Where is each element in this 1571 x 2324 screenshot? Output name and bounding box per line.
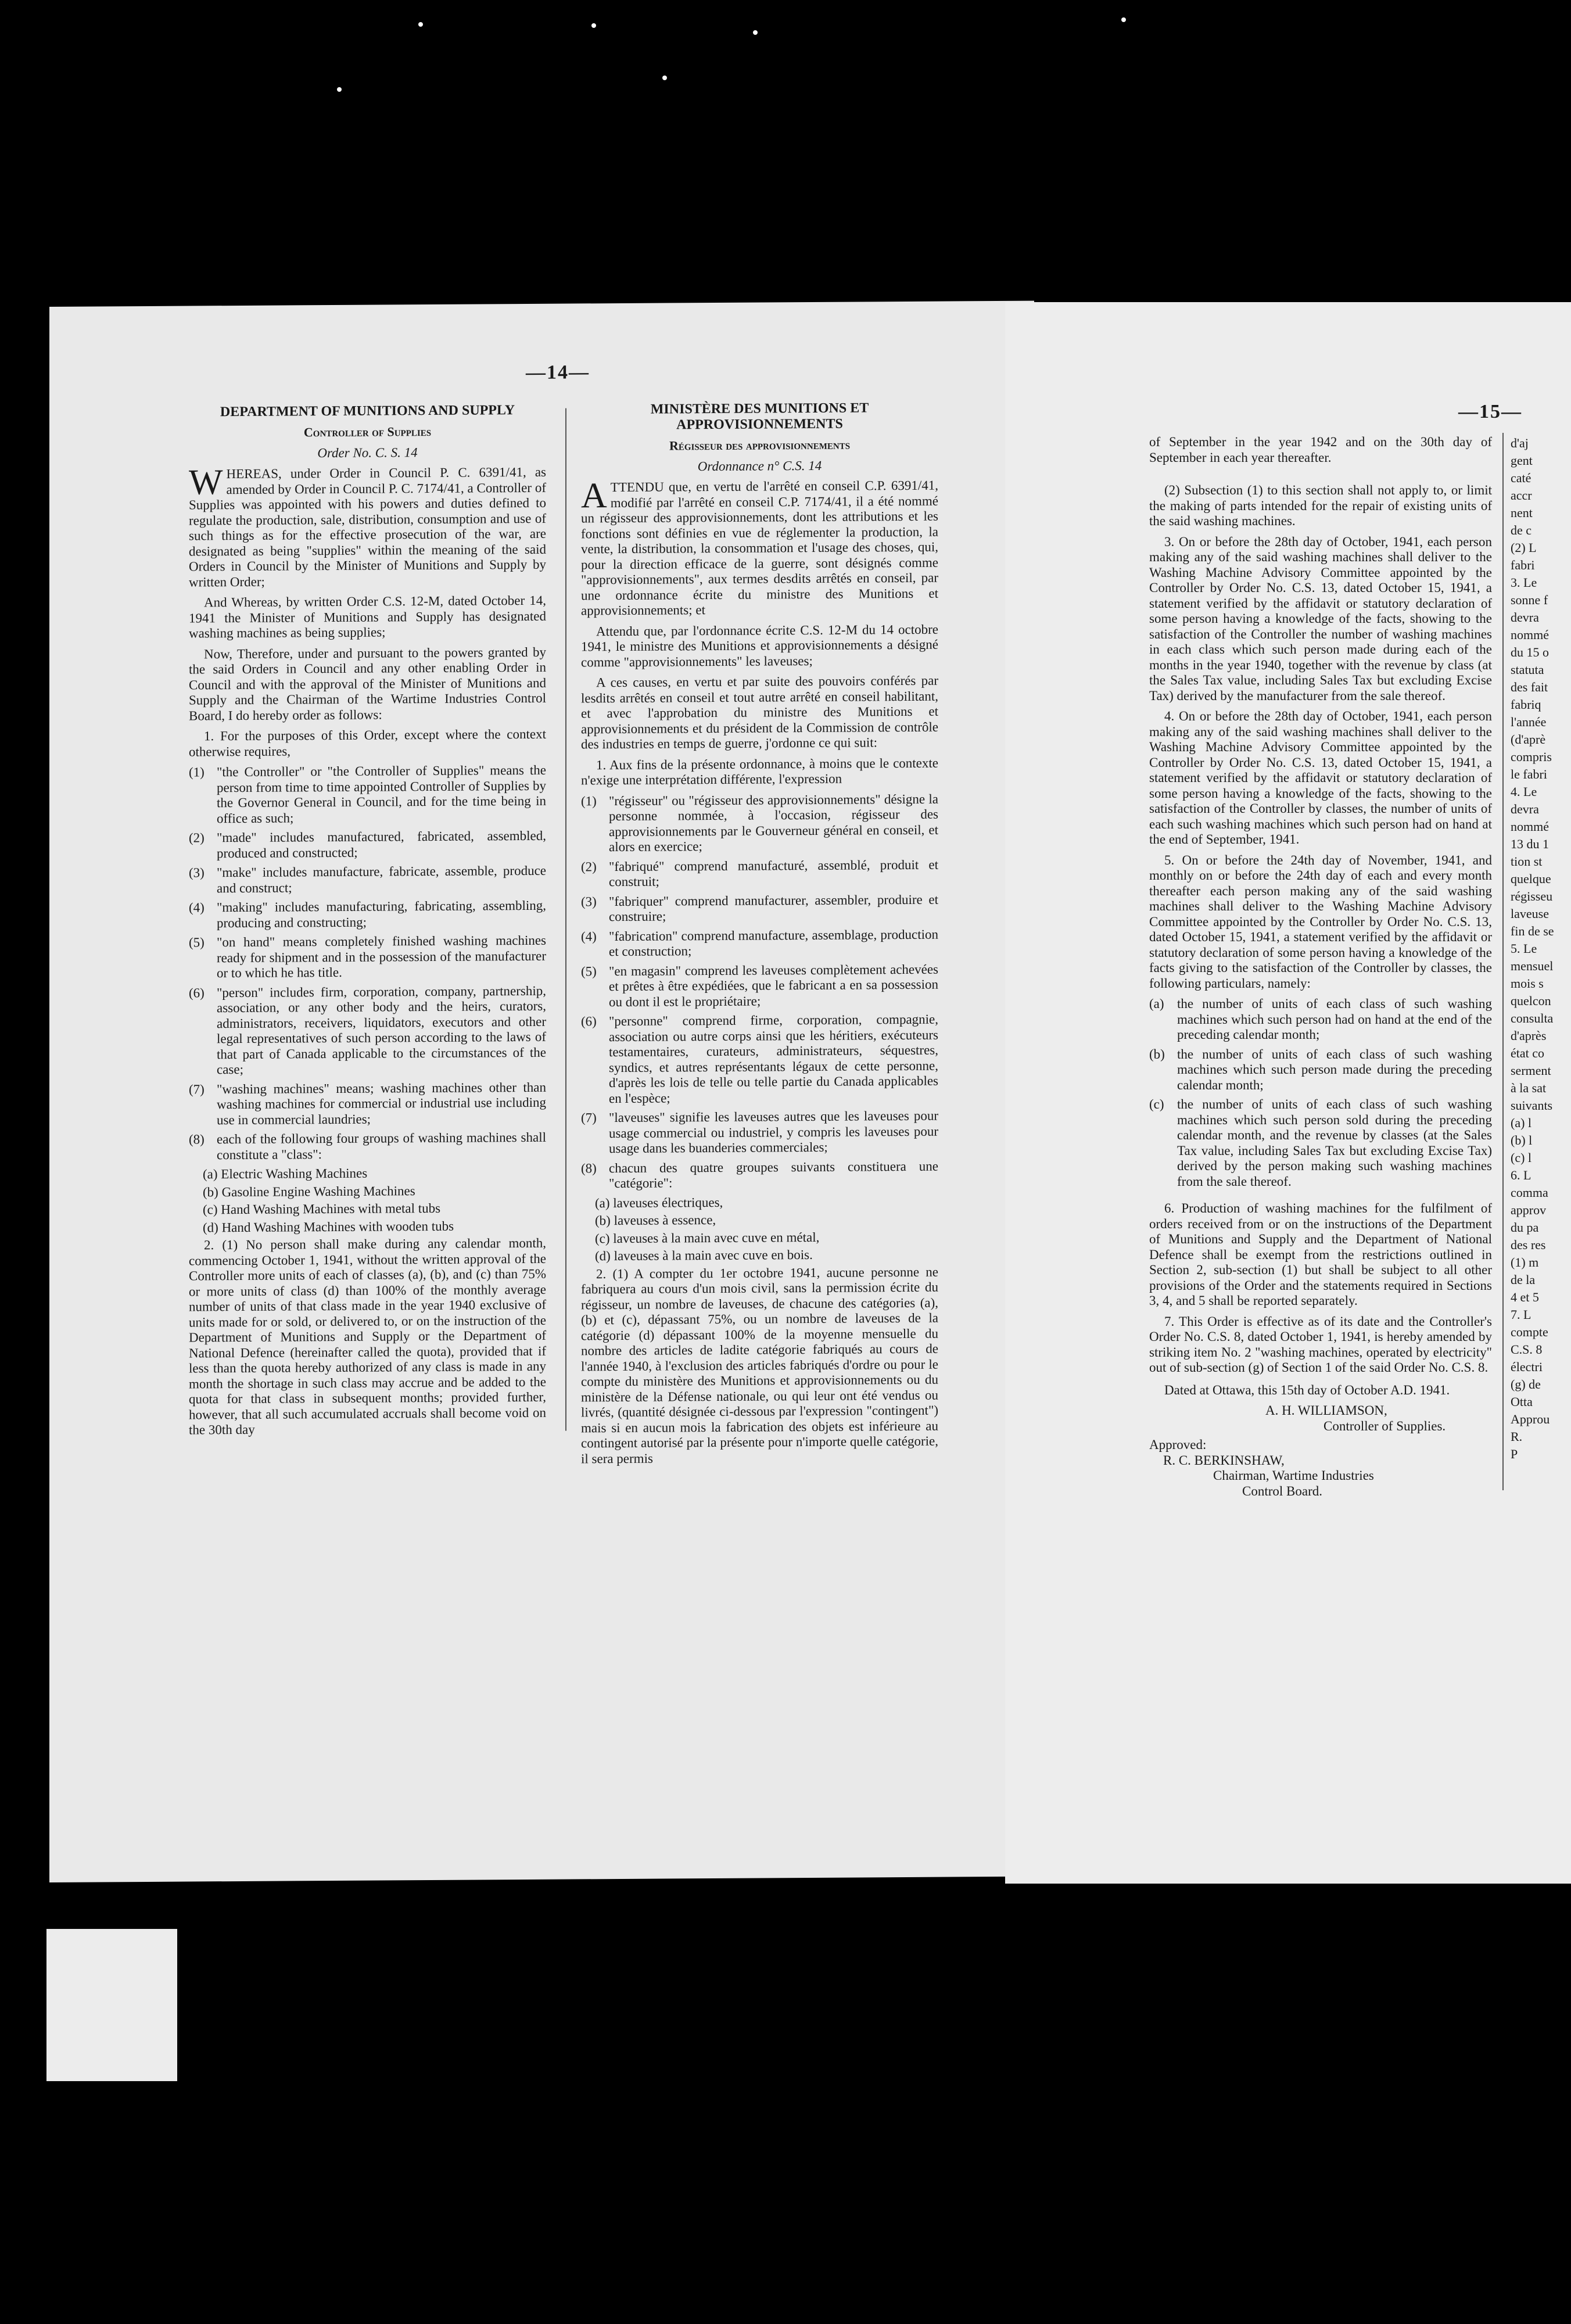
edge-fragment: 5. Le <box>1511 941 1537 956</box>
article-2: 2. (1) A compter du 1er octobre 1941, aucune personne ne fabriquera au cours d'un mois civil, sans la permission écrite du régisseur, un nombre de laveuses, de chacune des catégories (a), (b) et (c), dépassant 75%, ou un nombre de laveuses de la catégorie (d) dépassant 100% de la moyenne mensuelle du nombre des articles de ladite catégorie fabriqués au cours de l'année 1940, à l'exclusion des articles fabriqués d'ordre ou pour le compte du ministère des Munitions et approvisionnements ou du ministère de la Défense nationale, ou qui leur ont été vendus ou livrés, (quantité désignée ci-dessous par l'expression "contingent") mais si en aucun mois la fabrication des objets est inférieure au contingent autorisé par la présente pour n'importe quelle catégorie, il sera permis <box>581 1264 938 1466</box>
edge-fragment: électri <box>1511 1360 1543 1374</box>
edge-fragment: suivants <box>1511 1098 1553 1113</box>
definition <box>189 763 546 827</box>
class-item: (b) laveuses à essence, <box>595 1212 716 1228</box>
edge-fragment: approv <box>1511 1203 1547 1217</box>
edge-fragment: quelque <box>1511 871 1551 886</box>
particular-text: the number of units of each class of such washing machines which such person made during the preceding calendar month; <box>1177 1046 1492 1092</box>
english-heading: DEPARTMENT OF MUNITIONS AND SUPPLY <box>220 403 515 420</box>
definition-text: "person" includes firm, corporation, company, partnership, association, or any other body and the heirs, curators, administrators, receivers, liquidators, executors and other legal representatives of such person according to the laws of that part of Canada applicable to the circumstances of the case; <box>217 983 546 1077</box>
edge-fragment: 4 et 5 <box>1511 1290 1539 1304</box>
edge-fragment: accr <box>1511 488 1532 503</box>
edge-fragment: C.S. 8 <box>1511 1342 1543 1357</box>
english-classes <box>189 1165 546 1236</box>
definition-label: (8) <box>581 1160 597 1175</box>
section-7: 7. This Order is effective as of its date and the Controller's Order No. C.S. 8, dated October 1, 1941, is hereby amended by striking item No. 2 "washing machines, operated by electricity" out of sub-section (g) of Section 1 of the said Order No. C.S. 8. <box>1149 1314 1492 1375</box>
class-item: (b) Gasoline Engine Washing Machines <box>203 1183 415 1199</box>
definition-label: (7) <box>189 1081 205 1097</box>
edge-fragment: 13 du 1 <box>1511 837 1549 851</box>
right-column-divider <box>1502 433 1504 1490</box>
definition <box>581 962 938 1010</box>
approver-title-1: Chairman, Wartime Industries <box>1213 1468 1374 1483</box>
definition <box>189 829 546 862</box>
particular-label: (b) <box>1149 1046 1165 1061</box>
section-5-items <box>1149 996 1492 1189</box>
section-2-2: (2) Subsection (1) to this section shall not apply to, or limit the making of parts intended for the repair of existing units of the said washing machines. <box>1149 483 1492 528</box>
edge-fragment: 4. Le <box>1511 784 1537 799</box>
left-page <box>49 301 1034 1882</box>
definition-label: (4) <box>581 928 597 944</box>
definition-label: (3) <box>189 865 205 880</box>
english-subheading: Controller of Supplies <box>303 424 432 440</box>
french-edge-fragments <box>1511 435 1571 1463</box>
edge-fragment: fabriq <box>1511 697 1541 712</box>
edge-fragment: comma <box>1511 1185 1548 1200</box>
french-order-number: Ordonnance n° C.S. 14 <box>697 458 822 474</box>
edge-fragment: des res <box>1511 1238 1546 1252</box>
edge-fragment: (1) m <box>1511 1255 1539 1269</box>
definition-label: (7) <box>581 1110 597 1125</box>
approver-name: R. C. BERKINSHAW, <box>1163 1452 1285 1468</box>
edge-fragment: du 15 o <box>1511 645 1549 659</box>
definition-text: "fabriqué" comprend manufacturé, assemblé, produit et construit; <box>609 857 938 890</box>
edge-fragment: R. <box>1511 1429 1523 1444</box>
edge-fragment: 7. L <box>1511 1307 1531 1322</box>
definition-label: (2) <box>581 859 597 874</box>
definition-label: (1) <box>581 793 597 808</box>
edge-fragment: régisseu <box>1511 889 1553 903</box>
particular-text: the number of units of each class of such washing machines which such person sold during the preceding calendar month, and the revenue by classes (at the Sales Tax value, including Sales Tax but excluding Excise Tax) derived by the person making such washing machines from the sale thereof. <box>1177 1097 1492 1189</box>
definition <box>189 933 546 981</box>
edge-fragment: Otta <box>1511 1394 1533 1409</box>
definition-label: (6) <box>581 1014 597 1029</box>
definition-text: "laveuses" signifie les laveuses autres que les laveuses pour usage commercial ou industriel, y compris les laveuses pour usage dans les buanderies commerciales; <box>609 1108 938 1156</box>
drop-cap: A <box>581 476 607 516</box>
signer-name: A. H. WILLIAMSON, <box>1265 1403 1387 1418</box>
french-column <box>581 400 938 1472</box>
class-item: (a) Electric Washing Machines <box>203 1165 368 1182</box>
edge-fragment: compte <box>1511 1325 1548 1339</box>
definition-label: (1) <box>189 765 205 780</box>
definition-text: each of the following four groups of washing machines shall constitute a "class": <box>217 1129 546 1162</box>
paper-slip <box>46 1929 177 2081</box>
definition-text: "made" includes manufactured, fabricated, assembled, produced and constructed; <box>217 828 546 860</box>
edge-fragment: nommé <box>1511 819 1549 834</box>
definition-text: "the Controller" or "the Controller of Supplies" means the person from time to time appointed Controller of Supplies by the Governor General in Council, and for the time being in office as such; <box>217 762 546 826</box>
definition <box>581 1159 938 1192</box>
edge-fragment: quelcon <box>1511 994 1551 1008</box>
edge-fragment: état co <box>1511 1046 1545 1060</box>
definition-label: (3) <box>581 894 597 909</box>
edge-fragment: fin de se <box>1511 924 1554 938</box>
edge-fragment: gent <box>1511 453 1533 468</box>
edge-fragment: fabri <box>1511 558 1535 572</box>
definition <box>189 1079 546 1128</box>
edge-fragment: Approu <box>1511 1412 1550 1426</box>
attendu-2-paragraph: Attendu que, par l'ordonnance écrite C.S. 12-M du 14 octobre 1941, le ministre des Munitions et approvisionnements a désigné comme "approvisionnements" les laveuses; <box>581 622 938 669</box>
english-order-number: Order No. C. S. 14 <box>317 444 418 460</box>
french-definitions <box>581 791 938 1192</box>
column-divider <box>565 408 566 1431</box>
french-classes <box>581 1193 938 1264</box>
definition <box>581 791 938 855</box>
definition-label: (5) <box>189 935 205 950</box>
edge-fragment: des fait <box>1511 680 1548 694</box>
edge-fragment: devra <box>1511 610 1539 625</box>
now-therefore-paragraph: Now, Therefore, under and pursuant to the powers granted by the said Orders in Council and any other enabling Order in Council and with the approval of the Minister of Munitions and Supply and the Chairman of the Wartime Industries Control Board, I do hereby order as follows: <box>189 644 546 723</box>
edge-fragment: P <box>1511 1447 1518 1461</box>
edge-fragment: compris <box>1511 749 1552 764</box>
edge-fragment: (a) l <box>1511 1116 1532 1130</box>
particular-text: the number of units of each class of such washing machines which such person had on hand at the end of the preceding calendar month; <box>1177 996 1492 1042</box>
definition <box>189 863 546 896</box>
particular <box>1149 1097 1492 1189</box>
edge-fragment: de c <box>1511 523 1532 537</box>
edge-fragment: d'après <box>1511 1028 1547 1043</box>
class-item: (d) laveuses à la main avec cuve en bois. <box>595 1247 813 1264</box>
whereas-paragraph: WHEREAS, under Order in Council P. C. 6391/41, as amended by Order in Council P. C. 7174/41, a Controller of Supplies was appointed with his powers and duties defined to regulate the production, sale, distribution, consumption and use of such things as for the effective prosecution of the war, are designated as being "supplies" within the meaning of the said Orders in Council by the Minister of Munitions and Supply by written Order; <box>189 462 546 590</box>
definition-label: (2) <box>189 830 205 845</box>
definition-text: "en magasin" comprend les laveuses complètement achevées et prêtes à être expédiées, que le fabricant a en sa possession ou dont il est le propriétaire; <box>609 962 938 1009</box>
section-6: 6. Production of washing machines for the fulfilment of orders received from or on the instructions of the Department of Munitions and Supply and the Department of National Defence shall be exempt from the restrictions outlined in Section 2, sub-section (1) but shall be subject to all other provisions of the Order and the statements required in Sections 3, 4, and 5 shall be reported separately. <box>1149 1201 1492 1308</box>
definition-label: (6) <box>189 985 205 1000</box>
english-column-right <box>1149 435 1492 1499</box>
edge-fragment: (b) l <box>1511 1133 1533 1147</box>
definition <box>189 983 546 1078</box>
edge-fragment: mensuel <box>1511 959 1554 973</box>
a-ces-causes-paragraph: A ces causes, en vertu et par suite des pouvoirs conférés par lesdits arrêtés en conseil et tout autre arrêté en conseil habilitant, et avec l'approbation du ministre des Munitions et approvisionnements et du président de la Commission de contrôle des industries en temps de guerre, j'ordonne ce qui suit: <box>581 673 938 752</box>
french-subheading: Régisseur des approvisionnements <box>669 437 851 453</box>
edge-fragment: l'année <box>1511 715 1547 729</box>
dated-line: Dated at Ottawa, this 15th day of October A.D. 1941. <box>1164 1382 1450 1397</box>
edge-fragment: nent <box>1511 505 1533 520</box>
definition-text: "making" includes manufacturing, fabricating, assembling, producing and constructing; <box>217 898 546 930</box>
section-2-continued: of September in the year 1942 and on the 30th day of September in each year thereafter. <box>1149 435 1492 465</box>
definition <box>581 1109 938 1157</box>
definition-text: "régisseur" ou "régisseur des approvisionnements" désigne la personne nommée, à l'occasion, régisseur des approvisionnements par le Gouverneur général en conseil, et alors en exercice; <box>609 791 938 855</box>
edge-fragment: statuta <box>1511 662 1544 677</box>
approver-title-2: Control Board. <box>1242 1483 1322 1498</box>
page-number-14: —14— <box>526 361 590 383</box>
class-item: (a) laveuses électriques, <box>595 1195 723 1210</box>
section-4: 4. On or before the 28th day of October, 1941, each person making any of the said washing machines shall deliver to the Washing Machine Advisory Committee appointed by the Controller by Order No. C.S. 13, dated October 15, 1941, a statement verified by the affidavit or statutory declaration of some person having a knowledge of the facts, showing to the satisfaction of the Controller by classes, the number of units of each such washing machines which such person had on hand at the end of September, 1941. <box>1149 709 1492 847</box>
right-page <box>1005 302 1571 1884</box>
edge-fragment: à la sat <box>1511 1081 1547 1095</box>
page-number-15: —15— <box>1458 401 1522 422</box>
edge-fragment: (d'aprè <box>1511 732 1546 747</box>
definition-label: (4) <box>189 900 205 915</box>
definition <box>189 898 546 931</box>
edge-fragment: du pa <box>1511 1220 1539 1235</box>
edge-fragment: serment <box>1511 1063 1551 1078</box>
edge-fragment: 6. L <box>1511 1168 1531 1182</box>
edge-fragment: devra <box>1511 802 1539 816</box>
section-3: 3. On or before the 28th day of October, 1941, each person making any of the said washing machines shall deliver to the Washing Machine Advisory Committee appointed by the Controller by Order No. C.S. 13, dated October 15, 1941, a statement verified by the affidavit or statutory declaration of some person having a knowledge of the facts, showing to the satisfaction of the Controller the number of washing machines in each class which such person made during each of the months in the year 1940, together with the revenue by class (at the Sales Tax value, including Sales Tax but excluding Excise Tax) derived by the manufacturer from the sale thereof. <box>1149 534 1492 703</box>
section-2: 2. (1) No person shall make during any calendar month, commencing October 1, 1941, without the written approval of the Controller more units of each of classes (a), (b), and (c) than 75% or more units of class (d) than 100% of the monthly average number of units of that class made in the year 1940 exclusive of units made for or sold, or delivered to, or on the instruction of the Department of Munitions and Supply or the Department of National Defence (hereinafter called the quota), provided that if less than the quota hereby authorized of any class is made in any month the shortage in such class may accrue and be added to the quota for that class in subsequent months; provided further, however, that all such accumulated accruals shall become void on the 30th day <box>189 1235 546 1437</box>
definition <box>189 1130 546 1163</box>
particular <box>1149 1047 1492 1093</box>
class-item: (c) laveuses à la main avec cuve en métal, <box>595 1229 820 1246</box>
definition-text: chacun des quatre groupes suivants constituera une "catégorie": <box>609 1159 938 1191</box>
definition-label: (8) <box>189 1132 205 1147</box>
approved-label: Approved: <box>1149 1437 1207 1452</box>
section-5: 5. On or before the 24th day of November, 1941, and monthly on or before the 24th day of each and every month thereafter each person making any of the said washing machines shall deliver to the Washing Machine Advisory Committee appointed by the Controller by Order No. C.S. 13, dated October 15, 1941, a statement verified by the affidavit or statutory declaration of some person having a knowledge of the facts giving to the satisfaction of the Controller by classes, the following particulars, namely: <box>1149 852 1492 991</box>
edge-fragment: (2) L <box>1511 540 1537 555</box>
definition <box>581 892 938 925</box>
particular-label: (c) <box>1149 1097 1164 1111</box>
edge-fragment: d'aj <box>1511 436 1529 450</box>
edge-fragment: (c) l <box>1511 1150 1532 1165</box>
edge-fragment: consulta <box>1511 1011 1554 1025</box>
definition-text: "fabriquer" comprend manufacturer, assembler, produire et construire; <box>609 892 938 924</box>
english-definitions <box>189 763 546 1163</box>
edge-fragment: 3. Le <box>1511 575 1537 590</box>
section-1: 1. For the purposes of this Order, except where the context otherwise requires, <box>189 726 546 759</box>
attendu-paragraph: ATTENDU que, en vertu de l'arrêté en conseil C.P. 6391/41, modifié par l'arrêté en conseil C.P. 7174/41, il a été nommé un régisseur des approvisionnements, dont les attributions et les fonctions sont définies en vue de réglementer la production, la vente, la distribution, la consommation et l'usage des choses, qui, pour la direction efficace de la guerre, sont désignés comme "approvisionnements", aux termes desdits arrêtés en conseil, par une ordonnance écrite du ministre des Munitions et approvisionnements; et <box>581 476 938 618</box>
edge-fragment: sonne f <box>1511 593 1548 607</box>
edge-fragment: laveuse <box>1511 906 1549 921</box>
definition-text: "personne" comprend firme, corporation, compagnie, association ou autre corps ainsi que les héritiers, exécuteurs testamentaires, curateurs, administrateurs, séquestres, syndics, et autres représentants légaux de cette personne, d'après les lois de telle ou telle partie du Canada applicables en l'espèce; <box>609 1012 938 1106</box>
edge-fragment: mois s <box>1511 976 1544 991</box>
class-item: (c) Hand Washing Machines with metal tubs <box>203 1200 441 1217</box>
definition-text: "make" includes manufacture, fabricate, assemble, produce and construct; <box>217 863 546 895</box>
definition-text: "fabrication" comprend manufacture, assemblage, production et construction; <box>609 927 938 959</box>
definition-text: "washing machines" means; washing machines other than washing machines for commercial or industrial use including use in commercial laundries; <box>217 1079 546 1127</box>
definition <box>581 857 938 890</box>
edge-fragment: (g) de <box>1511 1377 1541 1391</box>
signer-title: Controller of Supplies. <box>1323 1418 1446 1433</box>
class-item: (d) Hand Washing Machines with wooden tubs <box>203 1218 454 1235</box>
definition <box>581 927 938 960</box>
edge-fragment: le fabri <box>1511 767 1547 781</box>
edge-fragment: de la <box>1511 1272 1536 1287</box>
particular-label: (a) <box>1149 996 1164 1011</box>
definition <box>581 1012 938 1107</box>
definition-text: "on hand" means completely finished washing machines ready for shipment and in the possession of the manufacturer or to which he has title. <box>217 933 546 981</box>
edge-fragment: caté <box>1511 471 1531 485</box>
particular <box>1149 996 1492 1043</box>
edge-fragment: tion st <box>1511 854 1543 869</box>
article-1: 1. Aux fins de la présente ordonnance, à moins que le contexte n'exige une interprétation différente, l'expression <box>581 755 938 788</box>
and-whereas-paragraph: And Whereas, by written Order C.S. 12-M, dated October 14, 1941 the Minister of Munitions and Supply has designated washing machines as being supplies; <box>189 593 546 641</box>
french-heading: MINISTÈRE DES MUNITIONS ET APPROVISIONNEMENTS <box>650 400 869 433</box>
edge-fragment: nommé <box>1511 627 1549 642</box>
definition-label: (5) <box>581 963 597 978</box>
english-column <box>189 403 546 1443</box>
drop-cap: W <box>189 462 223 503</box>
